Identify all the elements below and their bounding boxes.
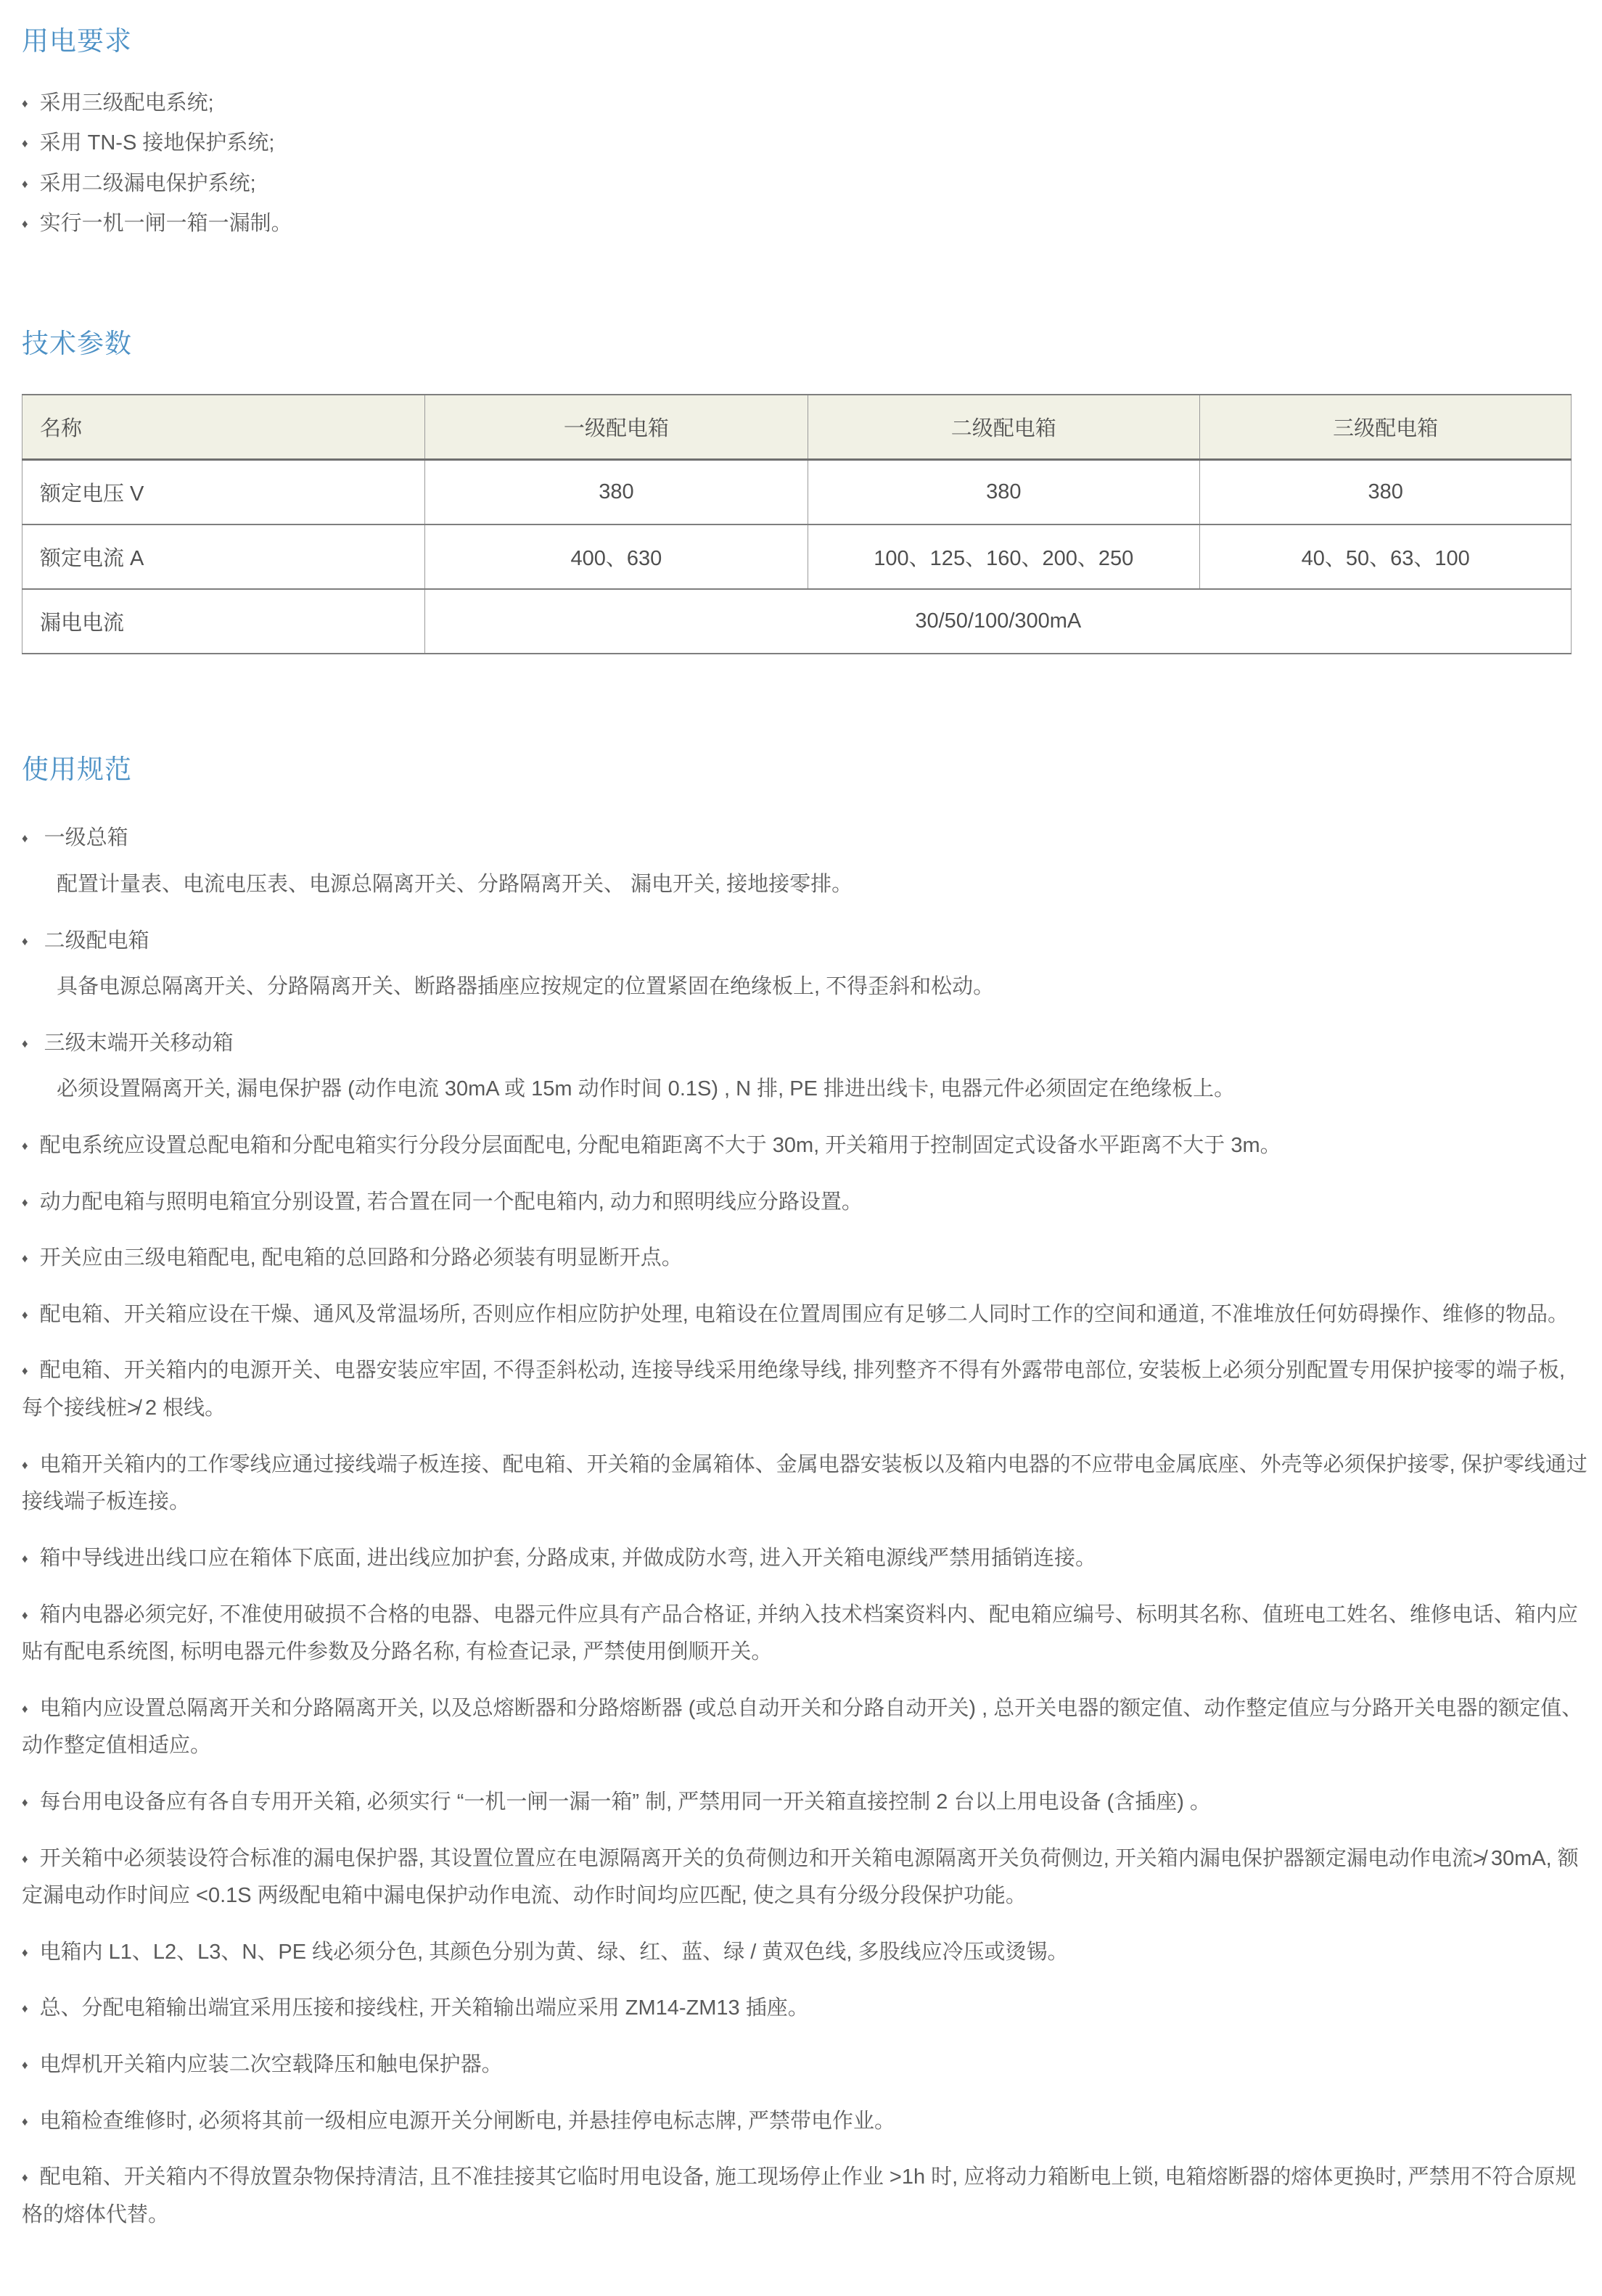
section-usage-specifications: [22, 747, 1587, 2234]
list-item-text: 每台用电设备应有各自专用开关箱, 必须实行 “一机一闸一漏一箱” 制, 严禁用同一开关箱直接控制 2 台以上用电设备 (含插座) 。: [39, 1790, 1211, 1814]
diamond-bullet-icon: ♦: [22, 1945, 28, 1959]
table-row-leakage-current: [22, 589, 1572, 654]
list-item: [22, 1990, 1587, 2028]
section-title-usage-specifications: 使用规范: [22, 754, 132, 785]
section-title-power-requirements: 用电要求: [22, 26, 132, 56]
table-cell: 100、125、160、200、250: [808, 524, 1199, 589]
list-item: [22, 2046, 1587, 2084]
list-item: [22, 212, 1587, 236]
list-item-title: 二级配电箱: [44, 929, 149, 952]
diamond-bullet-icon: ♦: [22, 96, 28, 110]
list-item-titled: [22, 1025, 1587, 1063]
table-cell: 380: [1199, 460, 1572, 525]
diamond-bullet-icon: ♦: [22, 1307, 28, 1322]
list-item: [22, 2159, 1587, 2234]
list-item-text: 配电箱、开关箱内的电源开关、电器安装应牢固, 不得歪斜松动, 连接导线采用绝缘导线, 排列整齐不得有外露带电部位, 安装板上必须分别配置专用保护接零的端子板, 每个接线桩≯ 2 根线。: [22, 1359, 1566, 1420]
table-cell: 380: [425, 460, 808, 525]
diamond-bullet-icon: ♦: [22, 136, 28, 151]
list-item: [22, 1127, 1587, 1165]
diamond-bullet-icon: ♦: [22, 2058, 28, 2072]
table-body: [22, 460, 1572, 654]
diamond-bullet-icon: ♦: [22, 1608, 28, 1622]
list-item: [22, 1784, 1587, 1822]
list-item-text: 实行一机一闸一箱一漏制。: [39, 212, 292, 236]
list-item: [22, 1447, 1587, 1521]
diamond-bullet-icon: ♦: [22, 1364, 28, 1378]
list-item: [22, 172, 1587, 196]
list-item: [22, 1540, 1587, 1578]
section-title-technical-parameters: 技术参数: [22, 329, 132, 359]
list-item: [22, 91, 1587, 115]
diamond-bullet-icon: ♦: [22, 2114, 28, 2128]
list-item-text: 电箱开关箱内的工作零线应通过接线端子板连接、配电箱、开关箱的金属箱体、金属电器安装板以及箱内电器的不应带电金属底座、外壳等必须保护接零, 保护零线通过接线端子板连接。: [22, 1452, 1587, 1514]
list-item-detail: 配置计量表、电流电压表、电源总隔离开关、分路隔离开关、 漏电开关, 接地接零排。: [57, 872, 853, 896]
list-item-text: 开关应由三级电箱配电, 配电箱的总回路和分路必须装有明显断开点。: [39, 1246, 683, 1270]
parameters-table: [22, 394, 1572, 654]
diamond-bullet-icon: ♦: [22, 1457, 28, 1472]
table-cell-span: 30/50/100/300mA: [425, 589, 1572, 654]
list-item: [22, 1296, 1587, 1334]
list-item-text: 箱内电器必须完好, 不准使用破损不合格的电器、电器元件应具有产品合格证, 并纳入技术档案资料内、配电箱应编号、标明其名称、值班电工姓名、维修电话、箱内应贴有配电系统图, 标明电器元件参数及分路名称, 有检查记录, 严禁使用倒顺开关。: [22, 1602, 1578, 1664]
list-item-detail: 具备电源总隔离开关、分路隔离开关、断路器插座应按规定的位置紧固在绝缘板上, 不得歪斜和松动。: [57, 975, 995, 999]
list-item: [22, 1840, 1587, 1915]
column-header-name: 名称: [22, 395, 425, 460]
diamond-bullet-icon: ♦: [22, 1851, 28, 1866]
diamond-bullet-icon: ♦: [22, 1551, 28, 1565]
diamond-bullet-icon: ♦: [22, 2170, 28, 2185]
list-item-text: 电箱内 L1、L2、L3、N、PE 线必须分色, 其颜色分别为黄、绿、红、蓝、绿 / 黄双色线, 多股线应冷压或烫锡。: [39, 1940, 1069, 1964]
list-item: [22, 1597, 1587, 1671]
list-item-text: 采用三级配电系统;: [39, 91, 214, 115]
diamond-bullet-icon: ♦: [22, 831, 28, 846]
diamond-bullet-icon: ♦: [22, 1795, 28, 1809]
diamond-bullet-icon: ♦: [22, 176, 28, 191]
list-item: [22, 1240, 1587, 1277]
column-header-level1-box: 一级配电箱: [425, 395, 808, 460]
list-item-text: 配电箱、开关箱内不得放置杂物保持清洁, 且不准挂接其它临时用电设备, 施工现场停止作业 >1h 时, 应将动力箱断电上锁, 电箱熔断器的熔体更换时, 严禁用不符合原规格的熔体代替。: [22, 2165, 1577, 2226]
list-item-text: 开关箱中必须装设符合标准的漏电保护器, 其设置位置应在电源隔离开关的负荷侧边和开关箱电源隔离开关负荷侧边, 开关箱内漏电保护器额定漏电动作电流≯ 30mA, 额定漏电动作时间应 <0.1S 两级配电箱中漏电保护动作电流、动作时间均应匹配, 使之具有分级分段保护功能。: [22, 1846, 1579, 1908]
diamond-bullet-icon: ♦: [22, 1251, 28, 1266]
list-item-text: 配电系统应设置总配电箱和分配电箱实行分段分层面配电, 分配电箱距离不大于 30m, 开关箱用于控制固定式设备水平距离不大于 3m。: [39, 1134, 1281, 1158]
usage-list: [22, 820, 1587, 2234]
section-power-requirements: [22, 19, 1587, 236]
list-item-text: 电箱内应设置总隔离开关和分路隔离开关, 以及总熔断器和分路熔断器 (或总自动开关和分路自动开关) , 总开关电器的额定值、动作整定值应与分路开关电器的额定值、动作整定值相适应。: [22, 1696, 1583, 1758]
list-item-text: 总、分配电箱输出端宜采用压接和接线柱, 开关箱输出端应采用 ZM14-ZM13 插座。: [39, 1996, 809, 2020]
list-item-title: 一级总箱: [44, 826, 128, 850]
list-item-titled: [22, 923, 1587, 960]
list-item-titled: [22, 820, 1587, 857]
row-label: 额定电压 V: [22, 460, 425, 525]
diamond-bullet-icon: ♦: [22, 2001, 28, 2016]
section-technical-parameters: [22, 321, 1587, 654]
requirements-list: [22, 91, 1587, 236]
diamond-bullet-icon: ♦: [22, 1036, 28, 1050]
list-item-detail: 必须设置隔离开关, 漏电保护器 (动作电流 30mA 或 15m 动作时间 0.1S) , N 排, PE 排进出线卡, 电器元件必须固定在绝缘板上。: [57, 1077, 1236, 1101]
row-label: 漏电电流: [22, 589, 425, 654]
table-row-rated-voltage: [22, 460, 1572, 525]
row-label: 额定电流 A: [22, 524, 425, 589]
list-item: [22, 2103, 1587, 2141]
table-row-rated-current: [22, 524, 1572, 589]
list-item-text: 电焊机开关箱内应装二次空载降压和触电保护器。: [39, 2053, 503, 2076]
column-header-level2-box: 二级配电箱: [808, 395, 1199, 460]
table-cell: 400、630: [425, 524, 808, 589]
list-item-text: 采用 TN-S 接地保护系统;: [39, 131, 275, 155]
list-item-title: 三级末端开关移动箱: [44, 1031, 234, 1055]
list-item: [22, 1934, 1587, 1972]
list-item: [22, 1690, 1587, 1765]
list-item-text: 配电箱、开关箱应设在干燥、通风及常温场所, 否则应作相应防护处理, 电箱设在位置周围应有足够二人同时工作的空间和通道, 不准堆放任何妨碍操作、维修的物品。: [39, 1302, 1569, 1326]
list-item: [22, 1184, 1587, 1222]
list-item-text: 电箱检查维修时, 必须将其前一级相应电源开关分闸断电, 并悬挂停电标志牌, 严禁带电作业。: [39, 2109, 895, 2133]
table-cell: 380: [808, 460, 1199, 525]
table-header-row: [22, 395, 1572, 460]
list-item: [22, 1352, 1587, 1427]
column-header-level3-box: 三级配电箱: [1199, 395, 1572, 460]
diamond-bullet-icon: ♦: [22, 1195, 28, 1209]
diamond-bullet-icon: ♦: [22, 934, 28, 948]
list-item-text: 采用二级漏电保护系统;: [39, 171, 256, 195]
list-item-text: 动力配电箱与照明电箱宜分别设置, 若合置在同一个配电箱内, 动力和照明线应分路设置。: [39, 1190, 863, 1214]
list-item-text: 箱中导线进出线口应在箱体下底面, 进出线应加护套, 分路成束, 并做成防水弯, 进入开关箱电源线严禁用插销连接。: [39, 1546, 1097, 1570]
table-header: [22, 395, 1572, 460]
list-item: [22, 131, 1587, 155]
diamond-bullet-icon: ♦: [22, 1701, 28, 1716]
table-cell: 40、50、63、100: [1199, 524, 1572, 589]
diamond-bullet-icon: ♦: [22, 1139, 28, 1153]
diamond-bullet-icon: ♦: [22, 217, 28, 231]
